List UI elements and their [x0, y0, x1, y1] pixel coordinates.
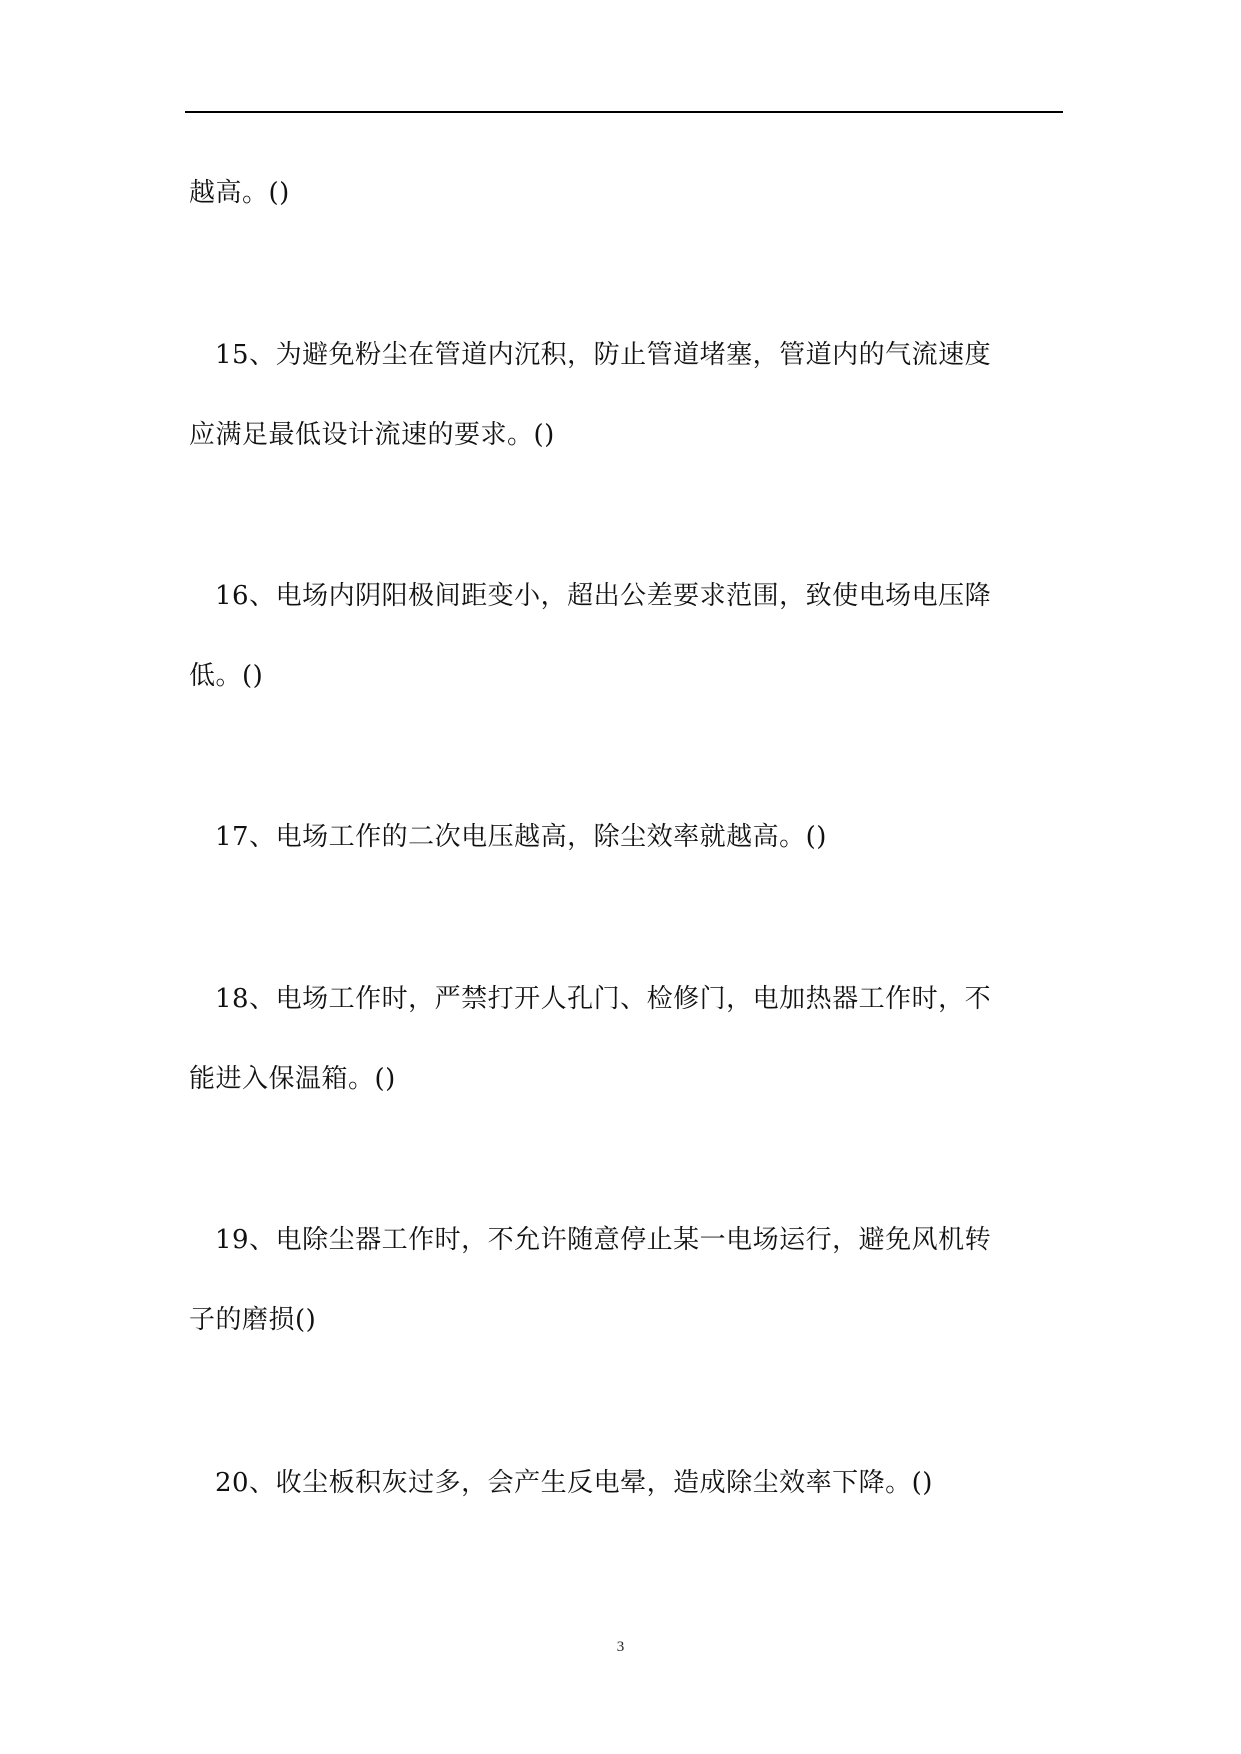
question-18-line-2: 能进入保温箱。()	[189, 1064, 396, 1094]
question-20-line-1: 20、收尘板积灰过多，会产生反电晕，造成除尘效率下降。()	[215, 1468, 933, 1498]
page-number: 3	[616, 1639, 625, 1655]
question-17-line-1: 17、电场工作的二次电压越高，除尘效率就越高。()	[215, 822, 827, 852]
question-19-line-2: 子的磨损()	[189, 1305, 317, 1335]
question-15-line-2: 应满足最低设计流速的要求。()	[189, 420, 555, 450]
question-19-line-1: 19、电除尘器工作时，不允许随意停止某一电场运行，避免风机转	[215, 1225, 992, 1255]
header-rule	[185, 111, 1063, 113]
question-15-line-1: 15、为避免粉尘在管道内沉积，防止管道堵塞，管道内的气流速度	[215, 340, 992, 370]
question-18-line-1: 18、电场工作时，严禁打开人孔门、检修门，电加热器工作时，不	[215, 984, 992, 1014]
question-16-line-1: 16、电场内阴阳极间距变小，超出公差要求范围，致使电场电压降	[215, 581, 992, 611]
question-16-line-2: 低。()	[189, 661, 264, 691]
text-line-continuation: 越高。()	[189, 178, 290, 208]
